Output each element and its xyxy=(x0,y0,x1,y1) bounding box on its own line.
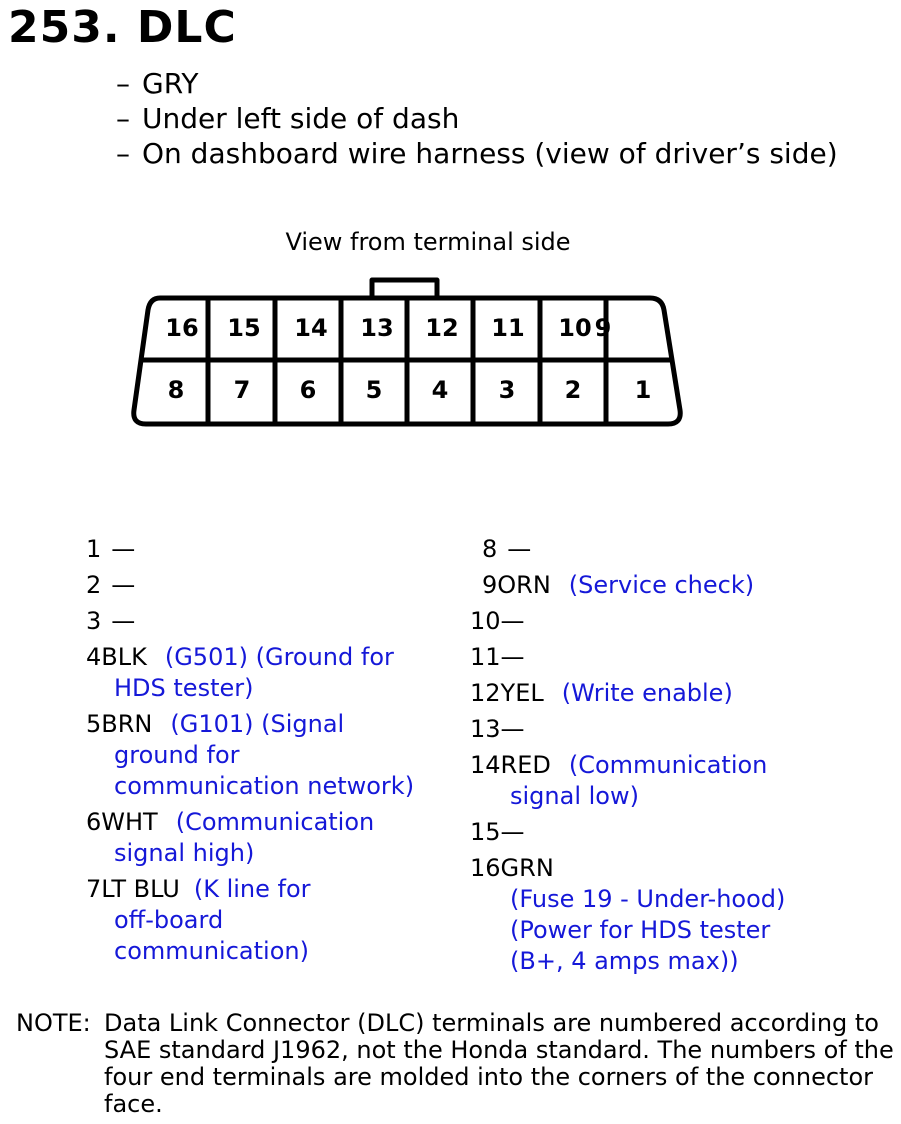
pin-number: 6WHT xyxy=(86,808,158,836)
pin-wire: — xyxy=(500,607,525,635)
pin-description-line: HDS tester) xyxy=(114,674,254,702)
pin-description: (G501) (Ground for xyxy=(164,643,394,671)
pin-number: 10 xyxy=(470,607,501,635)
pin-number: 15 xyxy=(470,818,501,846)
pin-number: 13 xyxy=(470,715,501,743)
footnote xyxy=(16,1010,896,1118)
page-title: 253. DLC xyxy=(8,2,237,53)
pin-wire: — xyxy=(500,818,525,846)
pin-row xyxy=(86,807,456,869)
pin-row xyxy=(470,750,890,812)
bullet-text: GRY xyxy=(142,67,199,100)
pin-description-line: (Power for HDS tester xyxy=(510,916,771,944)
pin-number: 16GRN xyxy=(470,854,554,882)
bullet-dash: – xyxy=(116,67,130,100)
pin-description-line: signal low) xyxy=(510,782,639,810)
pin-description: (Communication xyxy=(175,808,375,836)
pin-label: 12 xyxy=(425,314,459,342)
pin-number: 12YEL xyxy=(470,679,544,707)
bullet-location xyxy=(116,101,838,136)
pin-row xyxy=(86,874,456,967)
pin-row xyxy=(86,534,456,565)
pin-label: 1 xyxy=(634,376,652,404)
pin-number: 8 xyxy=(482,535,498,563)
pin-number: 2 xyxy=(86,571,102,599)
pin-wire: — xyxy=(500,715,525,743)
pin-description: (Communication xyxy=(568,751,768,779)
pin-row xyxy=(86,709,456,802)
pin-number: 9ORN xyxy=(482,571,551,599)
pin-description-line: (B+, 4 amps max)) xyxy=(510,947,739,975)
pin-row xyxy=(470,570,890,601)
pin-description-line: (Fuse 19 - Under-hood) xyxy=(510,885,786,913)
pin-description-line: communication network) xyxy=(114,772,415,800)
pin-label: 6 xyxy=(299,376,317,404)
pin-number: 5BRN xyxy=(86,710,153,738)
pin-label: 9 xyxy=(594,314,612,342)
pin-wire: — xyxy=(111,607,136,635)
connector-diagram xyxy=(0,270,901,440)
pin-description: (Write enable) xyxy=(561,679,733,707)
note-label: NOTE: xyxy=(16,1009,91,1037)
connector-tab xyxy=(372,280,437,298)
pin-row xyxy=(470,714,890,745)
pin-list-right xyxy=(470,534,890,982)
pin-row xyxy=(86,606,456,637)
pin-row xyxy=(86,642,456,704)
bullet-text: On dashboard wire harness (view of driver’s side) xyxy=(142,137,838,170)
pin-label: 16 xyxy=(165,314,199,342)
pin-wire: — xyxy=(111,535,136,563)
pin-row xyxy=(470,534,890,565)
pin-row xyxy=(470,817,890,848)
bullet-harness xyxy=(116,136,838,171)
note-text: Data Link Connector (DLC) terminals are numbered according to SAE standard J1962, not the Honda standard. The numbers of the four end terminals are molded into the corners of the connector face. xyxy=(104,1009,894,1118)
bullet-color xyxy=(116,66,838,101)
pin-number: 11 xyxy=(470,643,501,671)
pin-row xyxy=(470,606,890,637)
pin-description-line: off-board xyxy=(114,906,224,934)
pin-label: 14 xyxy=(294,314,328,342)
connector-attributes xyxy=(116,66,838,171)
pin-number: 4BLK xyxy=(86,643,147,671)
pin-description: (Service check) xyxy=(568,571,755,599)
pin-number: 7LT BLU xyxy=(86,875,180,903)
pin-list-left xyxy=(86,534,456,972)
pin-label: 5 xyxy=(365,376,383,404)
pin-label: 3 xyxy=(498,376,516,404)
pin-label: 13 xyxy=(360,314,394,342)
diagram-caption: View from terminal side xyxy=(285,228,571,256)
pin-label: 10 xyxy=(558,314,592,342)
pin-row xyxy=(470,678,890,709)
pin-number: 3 xyxy=(86,607,102,635)
pin-wire: — xyxy=(500,643,525,671)
pin-label: 4 xyxy=(431,376,449,404)
pin-number: 1 xyxy=(86,535,102,563)
pin-label: 7 xyxy=(233,376,251,404)
pin-description: (G101) (Signal xyxy=(170,710,345,738)
pin-row xyxy=(470,642,890,673)
pin-number: 14RED xyxy=(470,751,551,779)
pin-description-line: communication) xyxy=(114,937,309,965)
bullet-text: Under left side of dash xyxy=(142,102,460,135)
pin-wire: — xyxy=(507,535,532,563)
pin-label: 8 xyxy=(167,376,185,404)
pin-wire: — xyxy=(111,571,136,599)
pin-description: (K line for xyxy=(193,875,311,903)
bullet-dash: – xyxy=(116,102,130,135)
pin-row xyxy=(86,570,456,601)
pin-label: 2 xyxy=(564,376,582,404)
pin-description-line: ground for xyxy=(114,741,240,769)
pin-label: 11 xyxy=(491,314,525,342)
pin-description-line: signal high) xyxy=(114,839,255,867)
bullet-dash: – xyxy=(116,137,130,170)
pin-label: 15 xyxy=(227,314,261,342)
pin-row xyxy=(470,853,890,977)
